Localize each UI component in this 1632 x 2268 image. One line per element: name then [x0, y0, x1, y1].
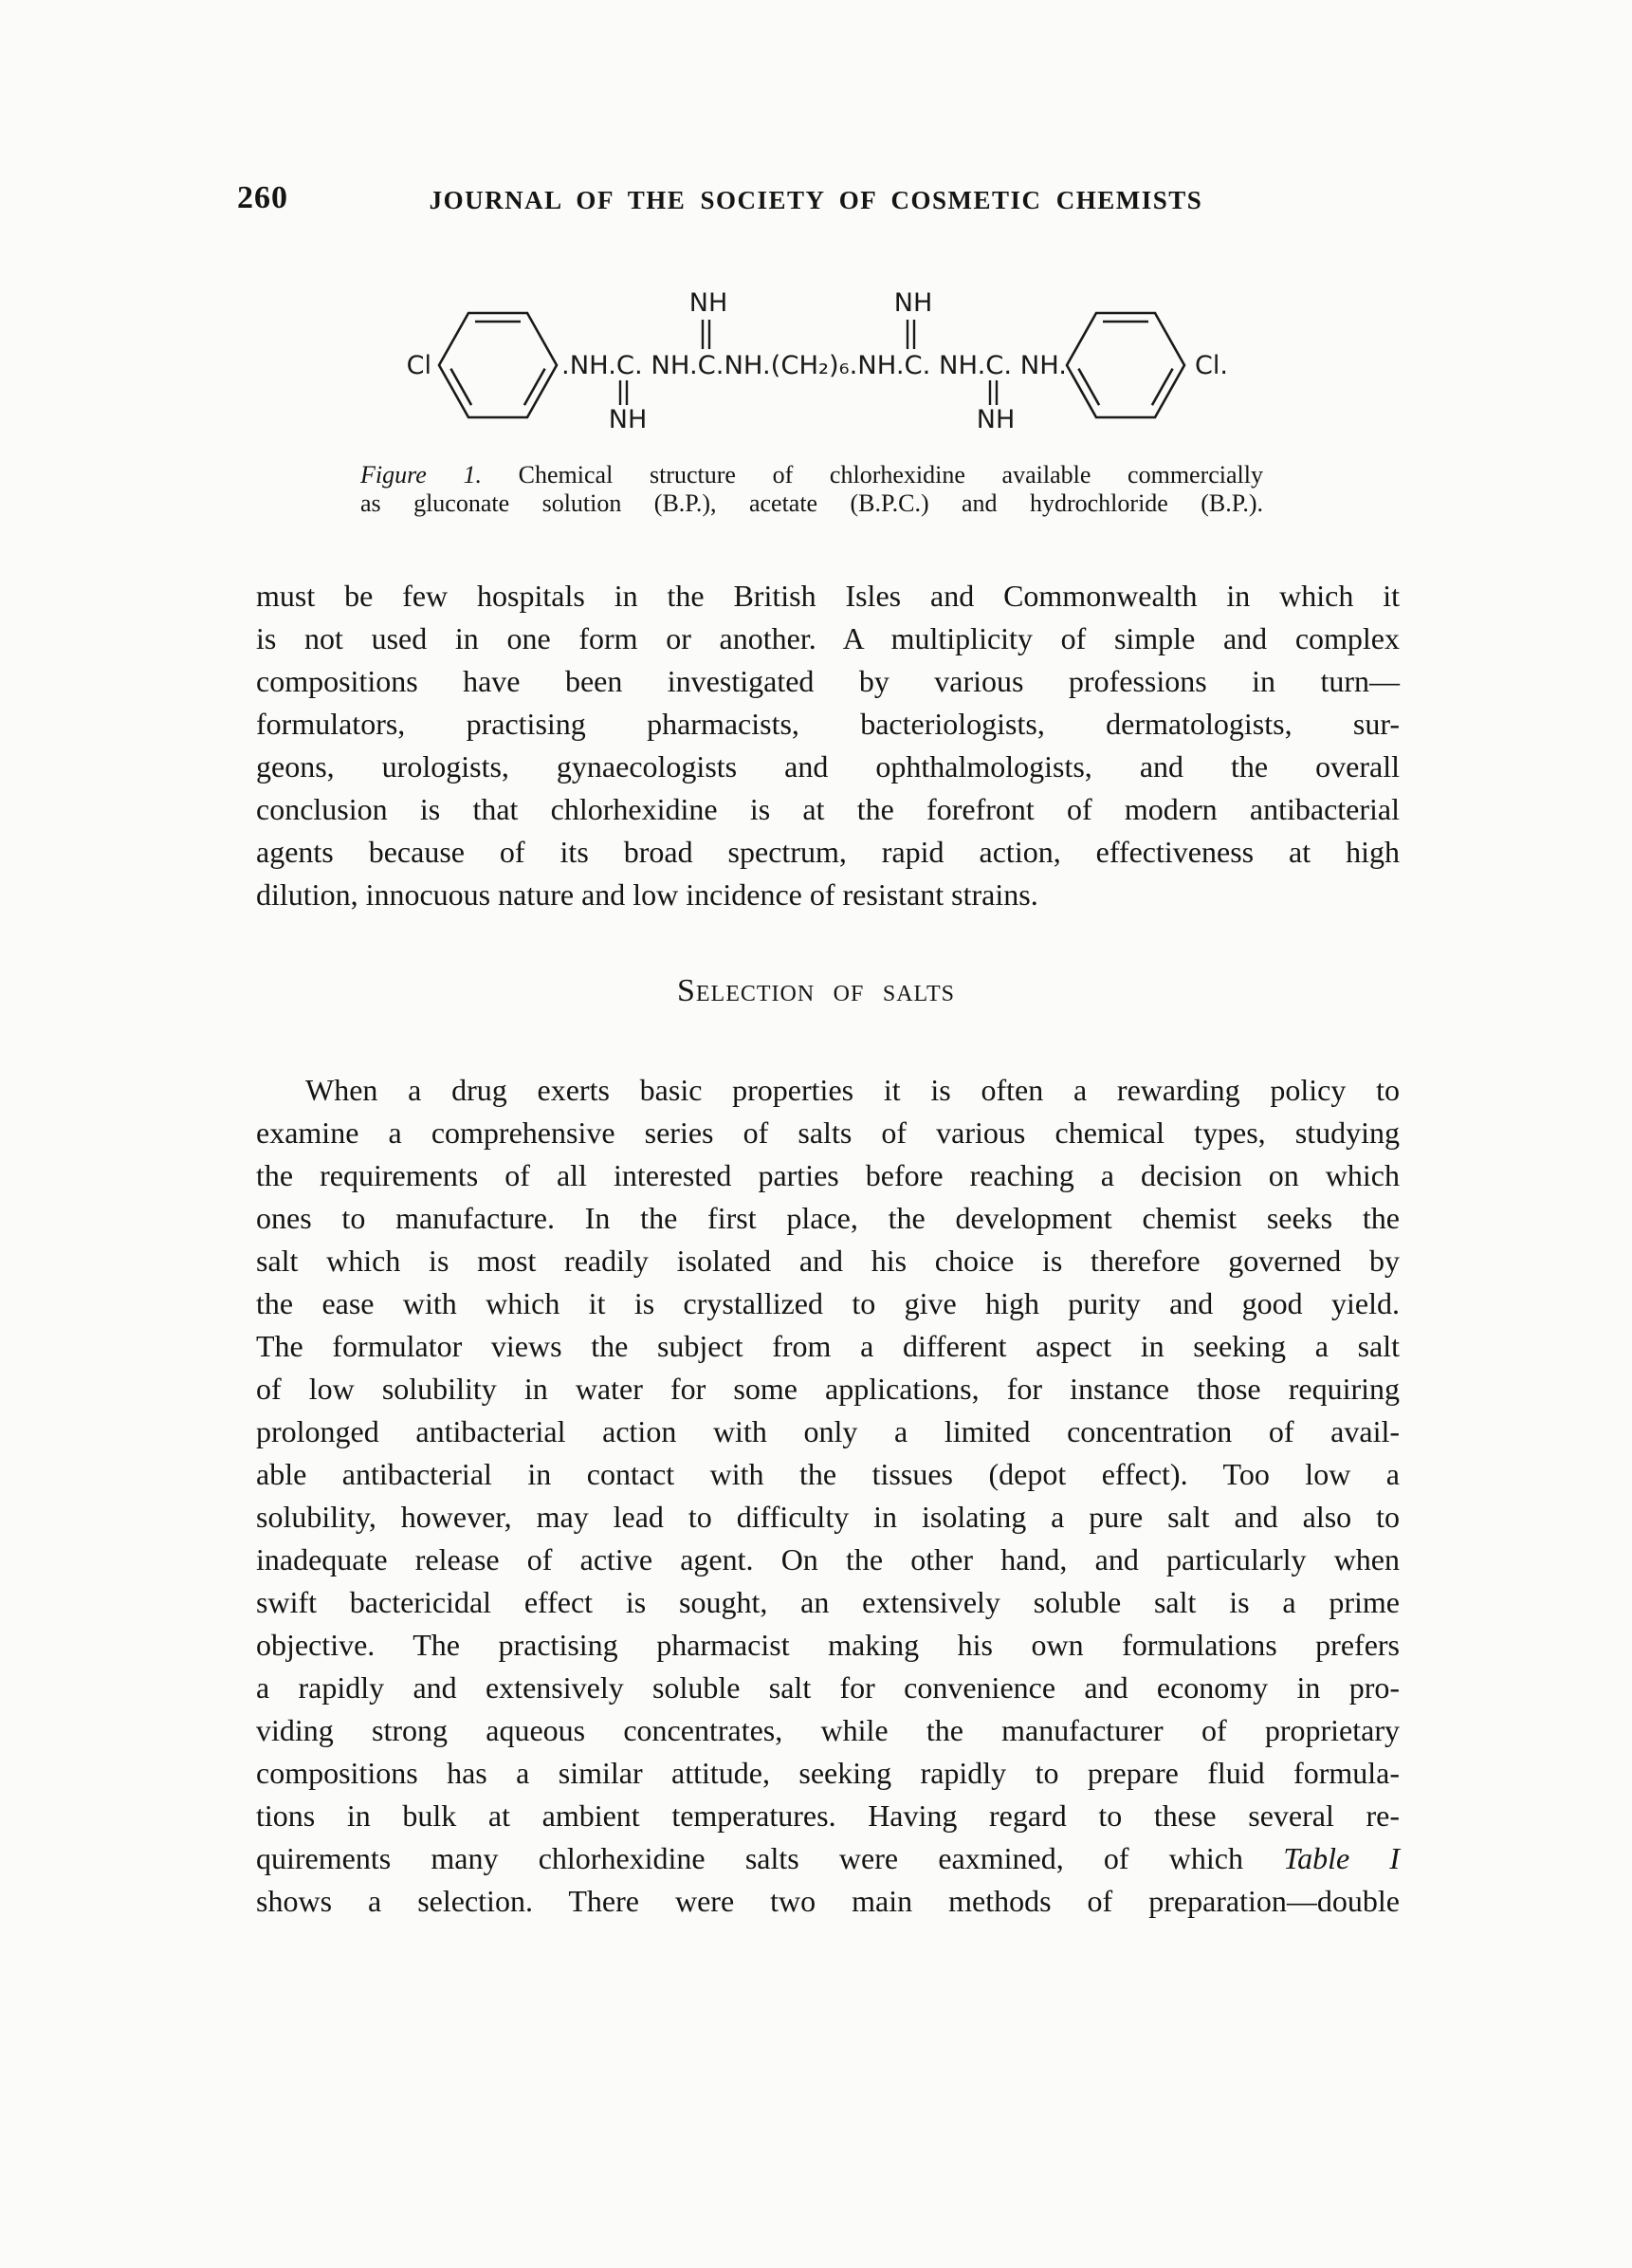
chlorine-label-left: Cl [406, 351, 431, 380]
paragraph-2 [256, 1069, 1400, 1923]
chlorine-label-right: Cl. [1195, 351, 1228, 380]
text-line: the ease with which it is crystallized to give high purity and good yield. [256, 1286, 1400, 1320]
text-line: the requirements of all interested parties before reaching a decision on which [256, 1158, 1400, 1192]
biguanide-chain-formula: .NH.C. NH.C.NH.(CH₂)₆.NH.C. NH.C. NH. [561, 351, 1067, 380]
chlorhexidine-structure-drawing [379, 273, 1261, 449]
text-line: able antibacterial in contact with the tissues (depot effect). Too low a [256, 1457, 1400, 1491]
figure-1-chemical-structure [379, 273, 1261, 449]
text-segment: quirements many chlorhexidine salts were eaxmined, of which [256, 1841, 1243, 1875]
benzene-ring-right [1067, 313, 1184, 417]
text-line: examine a comprehensive series of salts of various chemical types, studying [256, 1116, 1400, 1150]
text-line: The formulator views the subject from a different aspect in seeking a salt [256, 1329, 1400, 1363]
text-line: solubility, however, may lead to difficulty in isolating a pure salt and also to [256, 1500, 1400, 1534]
imino-nh-above-right: NH [893, 288, 933, 318]
text-line: of low solubility in water for some applications, for instance those requiring [256, 1372, 1400, 1406]
text-line: conclusion is that chlorhexidine is at the forefront of modern antibacterial [256, 792, 1400, 826]
text-line: formulators, practising pharmacists, bacteriologists, dermatologists, sur- [256, 707, 1400, 741]
text-line: viding strong aqueous concentrates, while the manufacturer of proprietary [256, 1713, 1400, 1747]
figure-label: Figure 1. [360, 461, 482, 489]
text-line: a rapidly and extensively soluble salt for convenience and economy in pro- [256, 1670, 1400, 1705]
benzene-ring-left [439, 313, 557, 417]
text-line: When a drug exerts basic properties it is often a rewarding policy to [305, 1073, 1400, 1107]
text-line: geons, urologists, gynaecologists and ophthalmologists, and the overall [256, 749, 1400, 784]
double-bond-c1 [620, 380, 627, 405]
text-line-with-table-reference [256, 1837, 1400, 1880]
figure-caption-text: Chemical structure of chlorhexidine available commercially [518, 461, 1263, 489]
figure-caption [360, 461, 1263, 518]
table-1-reference: Table I [1283, 1841, 1401, 1875]
double-bond-c2 [703, 320, 709, 349]
text-line: compositions have been investigated by various professions in turn— [256, 664, 1400, 698]
text-line: inadequate release of active agent. On the other hand, and particularly when [256, 1542, 1400, 1577]
text-line: compositions has a similar attitude, seeking rapidly to prepare fluid formula- [256, 1756, 1400, 1790]
section-heading-selection-of-salts: Selection of salts [676, 973, 956, 1008]
paragraph-1 [256, 575, 1400, 916]
text-line: dilution, innocuous nature and low incidence of resistant strains. [256, 877, 1038, 912]
text-line: is not used in one form or another. A multiplicity of simple and complex [256, 621, 1400, 655]
text-line: shows a selection. There were two main methods of preparation—double [256, 1884, 1400, 1918]
double-bond-c4 [990, 380, 997, 405]
text-line: must be few hospitals in the British Isles and Commonwealth in which it [256, 579, 1400, 613]
figure-caption-line-2: as gluconate solution (B.P.), acetate (B.P.C.) and hydrochloride (B.P.). [360, 489, 1263, 517]
imino-nh-above-left: NH [688, 288, 728, 318]
journal-title: JOURNAL OF THE SOCIETY OF COSMETIC CHEMISTS [429, 186, 1203, 214]
text-line: tions in bulk at ambient temperatures. Having regard to these several re- [256, 1798, 1400, 1833]
text-line: prolonged antibacterial action with only a limited concentration of avail- [256, 1414, 1400, 1448]
page-number: 260 [237, 180, 288, 215]
text-line: agents because of its broad spectrum, rapid action, effectiveness at high [256, 835, 1400, 869]
imino-nh-below-right: NH [976, 405, 1016, 434]
text-line: ones to manufacture. In the first place, the development chemist seeks the [256, 1201, 1400, 1235]
double-bond-c3 [908, 320, 914, 349]
figure-caption-line-1 [360, 461, 1263, 489]
text-line: swift bactericidal effect is sought, an extensively soluble salt is a prime [256, 1585, 1400, 1619]
text-line: objective. The practising pharmacist making his own formulations prefers [256, 1628, 1400, 1662]
text-line: salt which is most readily isolated and his choice is therefore governed by [256, 1244, 1400, 1278]
imino-nh-below-left: NH [608, 405, 648, 434]
